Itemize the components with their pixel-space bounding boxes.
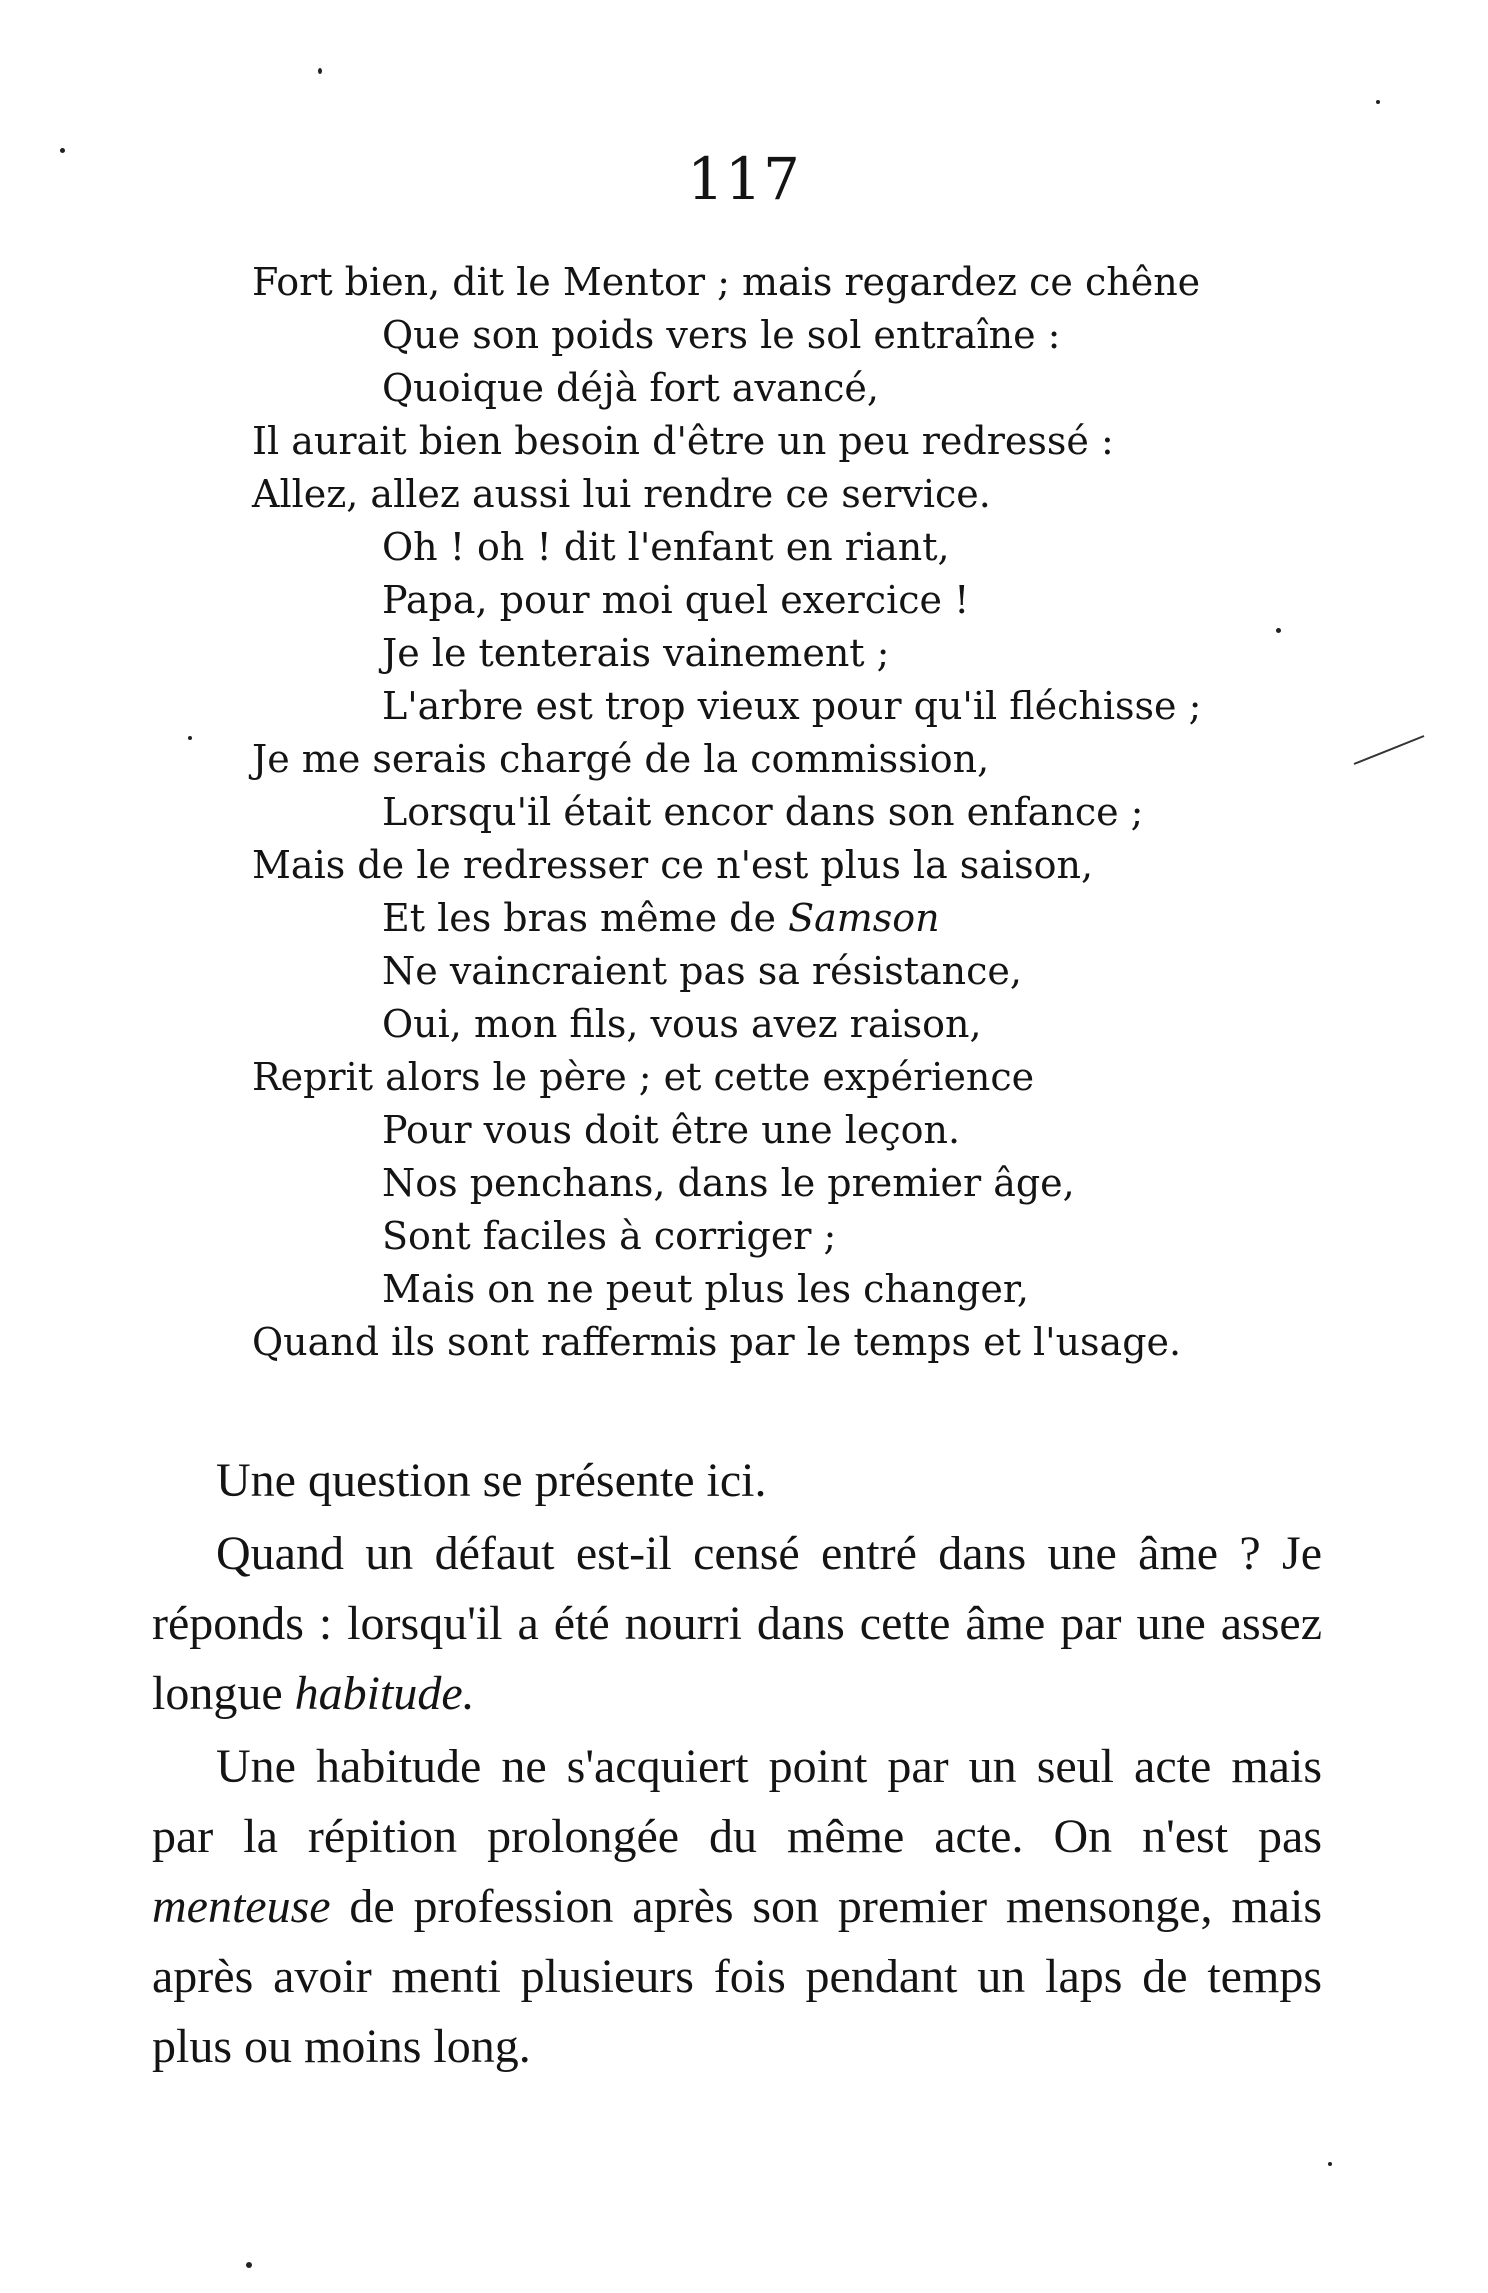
- italic-word: Samson: [788, 896, 940, 940]
- prose-text: [152, 1446, 1322, 2085]
- poem-line: [252, 1210, 1402, 1263]
- line-text: Je le tenterais vainement ;: [382, 631, 890, 675]
- poem-line: [252, 1316, 1402, 1369]
- line-text: Que son poids vers le sol entraîne :: [382, 313, 1061, 357]
- line-text: Reprit alors le père ; et cette expérience: [252, 1055, 1035, 1099]
- poem-line: [252, 680, 1402, 733]
- poem-line: [252, 521, 1402, 574]
- scan-speck: [246, 2262, 252, 2268]
- poem-line: [252, 1104, 1402, 1157]
- poem-line: [252, 256, 1402, 309]
- line-text: Quand ils sont raffermis par le temps et l'usage.: [252, 1320, 1182, 1364]
- line-text: Allez, allez aussi lui rendre ce service.: [252, 472, 991, 516]
- scan-speck: [188, 736, 192, 740]
- paragraph-text: Quand un défaut est-il censé entré dans une âme ? Je réponds : lorsqu'il a été nourri dans cette âme par une assez longue: [152, 1527, 1322, 1720]
- scan-speck: [1328, 2162, 1332, 2166]
- poem-line: [252, 1157, 1402, 1210]
- line-text: Pour vous doit être une leçon.: [382, 1108, 961, 1152]
- poem-line: [252, 1263, 1402, 1316]
- italic-word: habitude.: [294, 1667, 475, 1720]
- poem-line: [252, 415, 1402, 468]
- paragraph: [152, 1446, 1322, 1516]
- line-text: Papa, pour moi quel exercice !: [382, 578, 970, 622]
- line-text: Oui, mon fils, vous avez raison,: [382, 1002, 982, 1046]
- italic-word: menteuse: [152, 1880, 331, 1933]
- scan-mark: [1350, 730, 1430, 770]
- line-text: Sont faciles à corriger ;: [382, 1214, 837, 1258]
- page-number: 117: [687, 145, 801, 213]
- poem-line: [252, 786, 1402, 839]
- line-text: L'arbre est trop vieux pour qu'il fléchisse ;: [382, 684, 1202, 728]
- poem-line: [252, 998, 1402, 1051]
- scan-speck: [1276, 628, 1281, 633]
- poem-line: [252, 309, 1402, 362]
- line-text: Quoique déjà fort avancé,: [382, 366, 879, 410]
- line-text: Et les bras même de: [382, 896, 789, 940]
- poem-line: [252, 468, 1402, 521]
- line-text: Il aurait bien besoin d'être un peu redressé :: [252, 419, 1114, 463]
- poem-line: [252, 839, 1402, 892]
- poem-line: [252, 627, 1402, 680]
- poem-line: [252, 892, 1402, 945]
- poem: [252, 256, 1402, 1369]
- line-text: Fort bien, dit le Mentor ; mais regardez ce chêne: [252, 260, 1201, 304]
- paragraph: [152, 1519, 1322, 1729]
- line-text: Ne vaincraient pas sa résistance,: [382, 949, 1022, 993]
- line-text: Mais de le redresser ce n'est plus la saison,: [252, 843, 1094, 887]
- paragraph-text: Une question se présente ici.: [216, 1454, 767, 1507]
- line-text: Je me serais chargé de la commission,: [252, 737, 990, 781]
- poem-line: [252, 574, 1402, 627]
- poem-line: [252, 733, 1402, 786]
- scan-speck: [318, 68, 322, 74]
- poem-line: [252, 945, 1402, 998]
- poem-line: [252, 362, 1402, 415]
- line-text: Nos penchans, dans le premier âge,: [382, 1161, 1075, 1205]
- paragraph-text: Une habitude ne s'acquiert point par un seul acte mais par la répition prolongée du même acte. On n'est pas: [152, 1740, 1322, 1863]
- poem-line: [252, 1051, 1402, 1104]
- paragraph: [152, 1732, 1322, 2082]
- line-text: Mais on ne peut plus les changer,: [382, 1267, 1029, 1311]
- scan-speck: [1376, 100, 1380, 104]
- scan-speck: [60, 148, 65, 153]
- line-text: Oh ! oh ! dit l'enfant en riant,: [382, 525, 950, 569]
- line-text: Lorsqu'il était encor dans son enfance ;: [382, 790, 1144, 834]
- paragraph-text: de profession après son premier mensonge, mais après avoir menti plusieurs fois pendant un laps de temps plus ou moins long.: [152, 1880, 1322, 2073]
